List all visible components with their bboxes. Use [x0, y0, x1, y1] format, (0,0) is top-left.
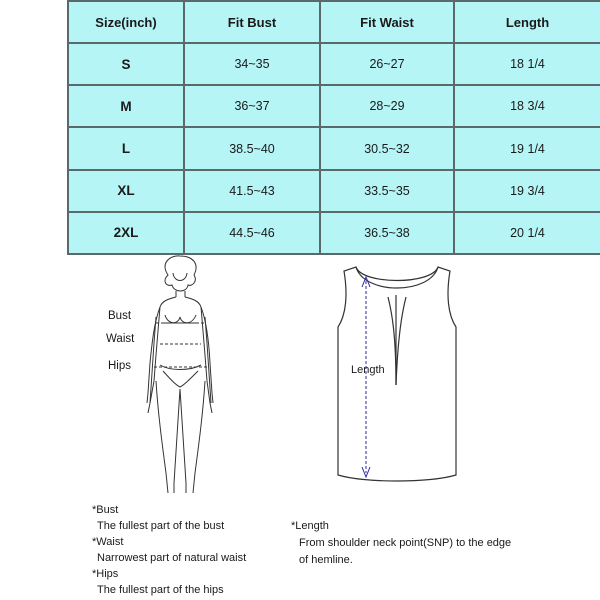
cell-bust: 34~35	[184, 43, 320, 85]
woman-figure-illustration	[130, 253, 230, 498]
cell-waist: 26~27	[320, 43, 454, 85]
cell-length: 19 1/4	[454, 127, 600, 169]
note-waist-term: *Waist	[92, 536, 124, 548]
cell-length: 18 1/4	[454, 43, 600, 85]
cell-length: 19 3/4	[454, 170, 600, 212]
note-hips-term: *Hips	[92, 568, 119, 580]
cell-waist: 28~29	[320, 85, 454, 127]
table-row	[68, 170, 600, 212]
cell-bust: 41.5~43	[184, 170, 320, 212]
cell-length: 18 3/4	[454, 85, 600, 127]
note-bust-desc: The fullest part of the bust	[97, 520, 225, 532]
note-length-term: *Length	[291, 520, 329, 532]
notes-left	[92, 502, 246, 598]
bust-label: Bust	[108, 310, 132, 322]
cell-bust: 38.5~40	[184, 127, 320, 169]
cell-waist: 36.5~38	[320, 212, 454, 254]
note-length-desc-line2: of hemline.	[299, 554, 353, 566]
hips-label: Hips	[108, 360, 132, 372]
cell-size: XL	[68, 170, 184, 212]
table-row	[68, 85, 600, 127]
header-fit-waist: Fit Waist	[320, 1, 454, 43]
cell-size: 2XL	[68, 212, 184, 254]
cell-bust: 44.5~46	[184, 212, 320, 254]
note-hips-desc: The fullest part of the hips	[97, 584, 224, 596]
table-row	[68, 212, 600, 254]
note-waist-desc: Narrowest part of natural waist	[97, 552, 247, 564]
cell-bust: 36~37	[184, 85, 320, 127]
table-header-row	[68, 1, 600, 43]
header-length: Length	[454, 1, 600, 43]
cell-size: L	[68, 127, 184, 169]
cell-size: M	[68, 85, 184, 127]
header-fit-bust: Fit Bust	[184, 1, 320, 43]
note-length-desc-line1: From shoulder neck point(SNP) to the edge	[299, 537, 512, 549]
cell-length: 20 1/4	[454, 212, 600, 254]
note-bust-term: *Bust	[92, 504, 119, 516]
table-row	[68, 43, 600, 85]
cell-waist: 33.5~35	[320, 170, 454, 212]
cell-size: S	[68, 43, 184, 85]
header-size: Size(inch)	[68, 1, 184, 43]
table-row	[68, 127, 600, 169]
waist-label: Waist	[106, 333, 135, 345]
length-label: Length	[351, 364, 385, 376]
size-chart-table	[67, 0, 600, 255]
cell-waist: 30.5~32	[320, 127, 454, 169]
notes-right	[291, 518, 511, 569]
